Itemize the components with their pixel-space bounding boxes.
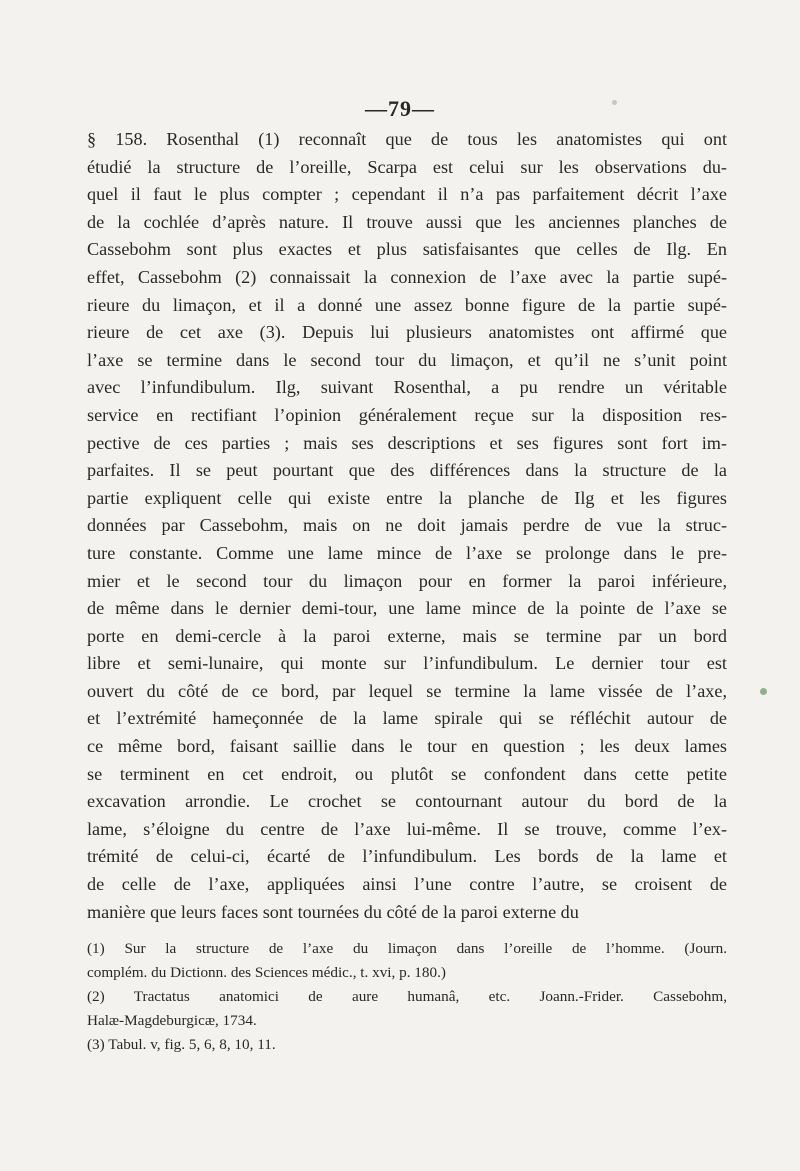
footnote-3: (3) Tabul. v, fig. 5, 6, 8, 10, 11. (87, 1036, 276, 1053)
text-line: rieure du limaçon, et il a donné une assez bonne figure de la partie supé- (87, 294, 727, 315)
footnotes (87, 937, 727, 1057)
footnote-1: (1) Sur la structure de l’axe du limaçon dans l’oreille de l’homme. (Journ. (87, 940, 727, 957)
main-text (87, 126, 727, 926)
text-line: de même dans le dernier demi-tour, une lame mince de la pointe de l’axe se (87, 598, 727, 619)
text-line: données par Cassebohm, mais on ne doit jamais perdre de vue la struc- (87, 515, 727, 536)
text-line: partie expliquent celle qui existe entre la planche de Ilg et les figures (87, 487, 727, 508)
text-line: quel il faut le plus compter ; cependant il n’a pas parfaitement décrit l’axe (87, 184, 727, 205)
footnote-1-continued: complém. du Dictionn. des Sciences médic., t. xvi, p. 180.) (87, 964, 446, 981)
text-line: porte en demi-cercle à la paroi externe, mais se termine par un bord (87, 625, 727, 646)
text-line: excavation arrondie. Le crochet se contournant autour du bord de la (87, 791, 727, 812)
text-line: effet, Cassebohm (2) connaissait la connexion de l’axe avec la partie supé- (87, 266, 727, 287)
text-line: avec l’infundibulum. Ilg, suivant Rosenthal, a pu rendre un véritable (87, 377, 727, 398)
text-line: parfaites. Il se peut pourtant que des différences dans la structure de la (87, 460, 727, 481)
text-line: ce même bord, faisant saillie dans le tour en question ; les deux lames (87, 736, 727, 757)
text-line: manière que leurs faces sont tournées du côté de la paroi externe du (87, 901, 579, 922)
text-line: étudié la structure de l’oreille, Scarpa est celui sur les observations du- (87, 156, 727, 177)
text-line: Cassebohm sont plus exactes et plus satisfaisantes que celles de Ilg. En (87, 239, 727, 260)
text-line: § 158. Rosenthal (1) reconnaît que de tous les anatomistes qui ont (87, 129, 727, 149)
paper-spot (760, 688, 767, 695)
footnote-2: (2) Tractatus anatomici de aure humanâ, etc. Joann.-Frider. Cassebohm, (87, 988, 727, 1005)
text-line: pective de ces parties ; mais ses descriptions et ses figures sont fort im- (87, 432, 727, 453)
text-line: ture constante. Comme une lame mince de l’axe se prolonge dans le pre- (87, 542, 727, 563)
text-line: et l’extrémité hameçonnée de la lame spirale qui se réfléchit autour de (87, 708, 727, 729)
text-line: de celle de l’axe, appliquées ainsi l’une contre l’autre, se croisent de (87, 874, 727, 895)
text-line: libre et semi-lunaire, qui monte sur l’infundibulum. Le dernier tour est (87, 653, 727, 674)
text-line: l’axe se termine dans le second tour du limaçon, et qu’il ne s’unit point (87, 349, 727, 370)
text-line: se terminent en cet endroit, ou plutôt se confondent dans cette petite (87, 763, 727, 784)
page-number: —79— (365, 96, 435, 121)
text-line: service en rectifiant l’opinion généralement reçue sur la disposition res- (87, 404, 727, 425)
text-line: de la cochlée d’après nature. Il trouve aussi que les anciennes planches de (87, 211, 727, 232)
text-line: rieure de cet axe (3). Depuis lui plusieurs anatomistes ont affirmé que (87, 322, 727, 343)
text-line: trémité de celui-ci, écarté de l’infundibulum. Les bords de la lame et (87, 846, 727, 867)
text-line: mier et le second tour du limaçon pour en former la paroi inférieure, (87, 570, 727, 591)
footnote-2-continued: Halæ-Magdeburgicæ, 1734. (87, 1012, 257, 1029)
text-line: ouvert du côté de ce bord, par lequel se termine la lame vissée de l’axe, (87, 680, 727, 701)
text-line: lame, s’éloigne du centre de l’axe lui-même. Il se trouve, comme l’ex- (87, 818, 727, 839)
paper-spot (612, 100, 617, 105)
